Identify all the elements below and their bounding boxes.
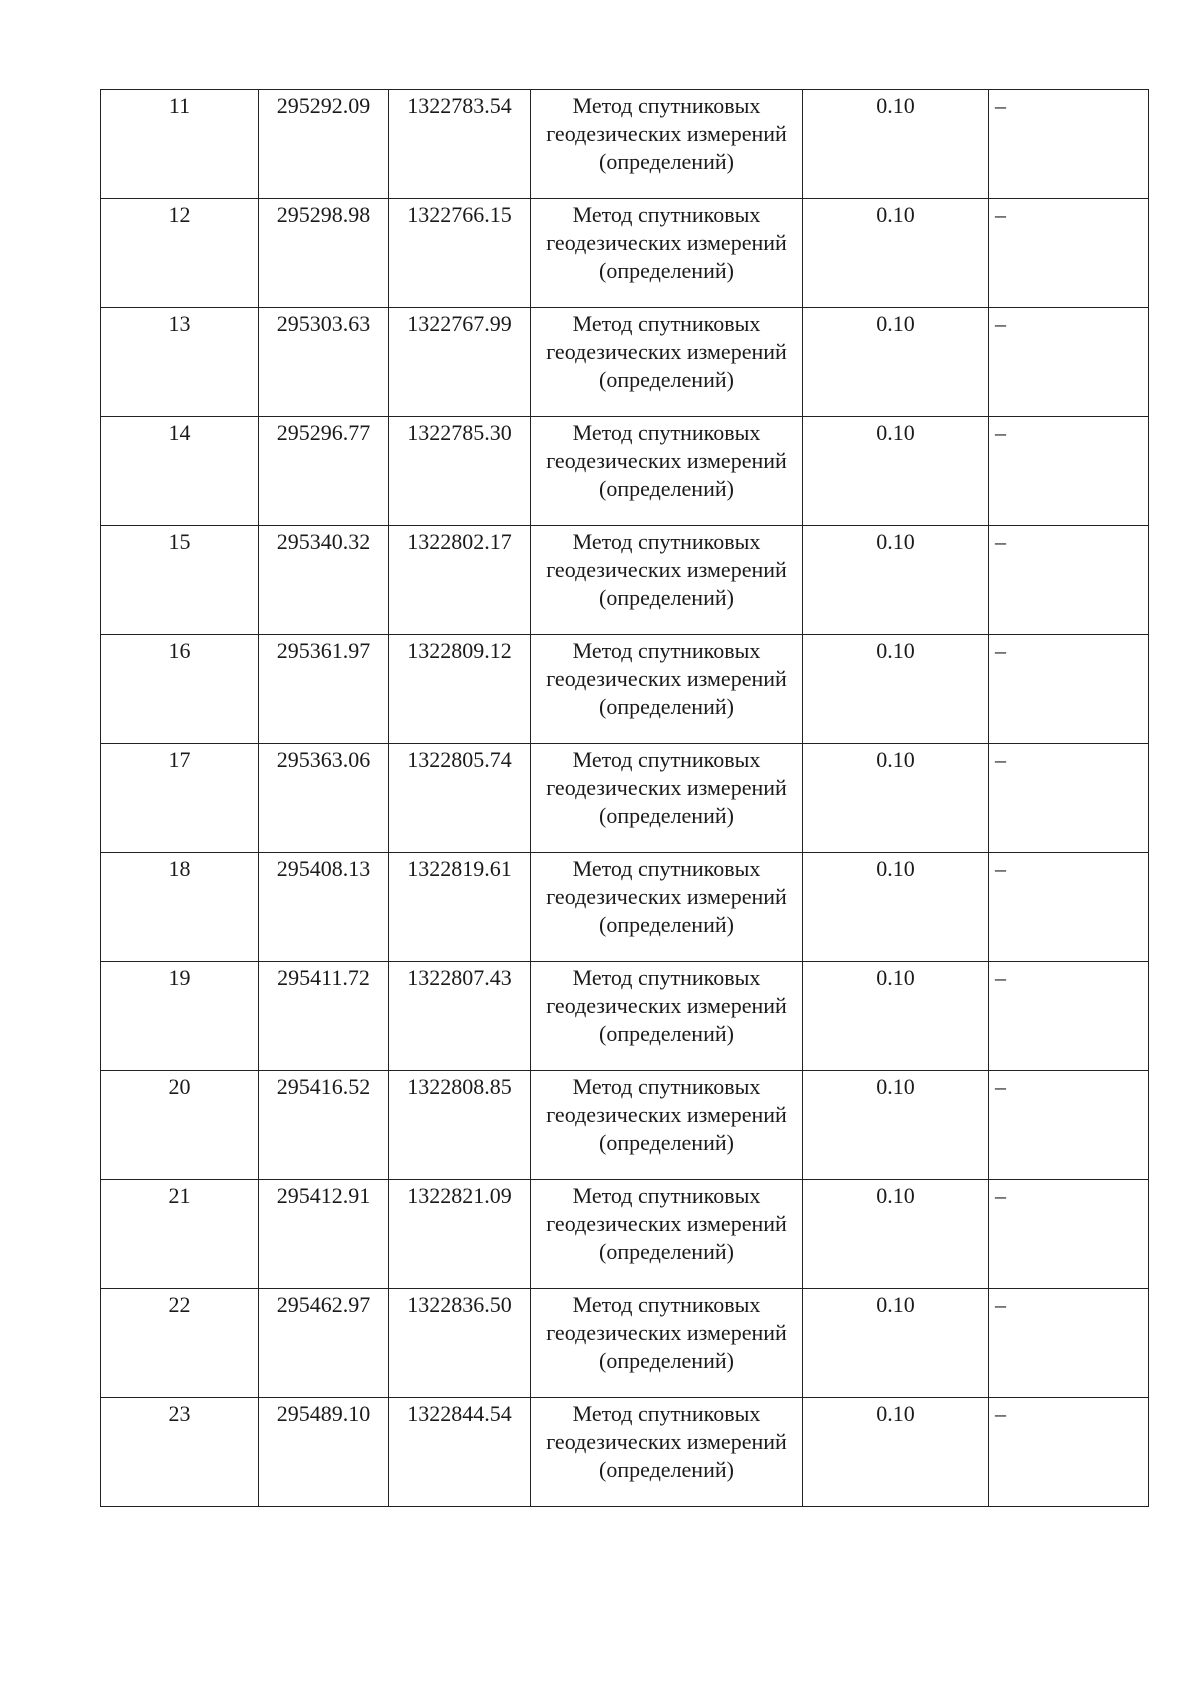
y-coordinate-cell: 1322844.54 [389, 1398, 531, 1507]
accuracy-cell: 0.10 [803, 1398, 989, 1507]
point-number-cell: 22 [101, 1289, 259, 1398]
table-row [101, 90, 1149, 199]
note-cell: – [989, 635, 1149, 744]
table-row [101, 417, 1149, 526]
note-cell: – [989, 417, 1149, 526]
x-coordinate-cell: 295340.32 [259, 526, 389, 635]
table-row [101, 1289, 1149, 1398]
y-coordinate-cell: 1322802.17 [389, 526, 531, 635]
point-number-cell: 20 [101, 1071, 259, 1180]
y-coordinate-cell: 1322783.54 [389, 90, 531, 199]
accuracy-cell: 0.10 [803, 1180, 989, 1289]
note-cell: – [989, 853, 1149, 962]
x-coordinate-cell: 295296.77 [259, 417, 389, 526]
table-row [101, 853, 1149, 962]
accuracy-cell: 0.10 [803, 526, 989, 635]
point-number-cell: 11 [101, 90, 259, 199]
accuracy-cell: 0.10 [803, 90, 989, 199]
note-cell: – [989, 1289, 1149, 1398]
accuracy-cell: 0.10 [803, 199, 989, 308]
method-cell: Метод спутниковых геодезических измерений (определений) [531, 962, 803, 1071]
y-coordinate-cell: 1322836.50 [389, 1289, 531, 1398]
y-coordinate-cell: 1322821.09 [389, 1180, 531, 1289]
table-row [101, 635, 1149, 744]
y-coordinate-cell: 1322805.74 [389, 744, 531, 853]
note-cell: – [989, 90, 1149, 199]
accuracy-cell: 0.10 [803, 744, 989, 853]
y-coordinate-cell: 1322785.30 [389, 417, 531, 526]
accuracy-cell: 0.10 [803, 962, 989, 1071]
accuracy-cell: 0.10 [803, 853, 989, 962]
x-coordinate-cell: 295411.72 [259, 962, 389, 1071]
y-coordinate-cell: 1322767.99 [389, 308, 531, 417]
x-coordinate-cell: 295462.97 [259, 1289, 389, 1398]
y-coordinate-cell: 1322819.61 [389, 853, 531, 962]
x-coordinate-cell: 295303.63 [259, 308, 389, 417]
method-cell: Метод спутниковых геодезических измерений (определений) [531, 1180, 803, 1289]
x-coordinate-cell: 295361.97 [259, 635, 389, 744]
point-number-cell: 15 [101, 526, 259, 635]
point-number-cell: 19 [101, 962, 259, 1071]
table-row [101, 1398, 1149, 1507]
x-coordinate-cell: 295298.98 [259, 199, 389, 308]
method-cell: Метод спутниковых геодезических измерений (определений) [531, 308, 803, 417]
table-row [101, 744, 1149, 853]
y-coordinate-cell: 1322766.15 [389, 199, 531, 308]
coordinates-table-body [101, 90, 1149, 1507]
x-coordinate-cell: 295416.52 [259, 1071, 389, 1180]
point-number-cell: 23 [101, 1398, 259, 1507]
note-cell: – [989, 526, 1149, 635]
table-row [101, 199, 1149, 308]
method-cell: Метод спутниковых геодезических измерений (определений) [531, 1289, 803, 1398]
accuracy-cell: 0.10 [803, 1071, 989, 1180]
note-cell: – [989, 1180, 1149, 1289]
point-number-cell: 18 [101, 853, 259, 962]
table-row [101, 1180, 1149, 1289]
table-row [101, 1071, 1149, 1180]
x-coordinate-cell: 295363.06 [259, 744, 389, 853]
y-coordinate-cell: 1322807.43 [389, 962, 531, 1071]
method-cell: Метод спутниковых геодезических измерений (определений) [531, 526, 803, 635]
table-row [101, 308, 1149, 417]
method-cell: Метод спутниковых геодезических измерений (определений) [531, 1071, 803, 1180]
x-coordinate-cell: 295408.13 [259, 853, 389, 962]
note-cell: – [989, 308, 1149, 417]
y-coordinate-cell: 1322808.85 [389, 1071, 531, 1180]
x-coordinate-cell: 295489.10 [259, 1398, 389, 1507]
method-cell: Метод спутниковых геодезических измерений (определений) [531, 1398, 803, 1507]
table-row [101, 526, 1149, 635]
note-cell: – [989, 1071, 1149, 1180]
method-cell: Метод спутниковых геодезических измерений (определений) [531, 417, 803, 526]
coordinates-table [100, 89, 1149, 1507]
method-cell: Метод спутниковых геодезических измерений (определений) [531, 635, 803, 744]
method-cell: Метод спутниковых геодезических измерений (определений) [531, 90, 803, 199]
y-coordinate-cell: 1322809.12 [389, 635, 531, 744]
note-cell: – [989, 744, 1149, 853]
x-coordinate-cell: 295412.91 [259, 1180, 389, 1289]
point-number-cell: 17 [101, 744, 259, 853]
accuracy-cell: 0.10 [803, 417, 989, 526]
table-row [101, 962, 1149, 1071]
point-number-cell: 21 [101, 1180, 259, 1289]
method-cell: Метод спутниковых геодезических измерений (определений) [531, 853, 803, 962]
accuracy-cell: 0.10 [803, 308, 989, 417]
point-number-cell: 13 [101, 308, 259, 417]
point-number-cell: 12 [101, 199, 259, 308]
point-number-cell: 14 [101, 417, 259, 526]
method-cell: Метод спутниковых геодезических измерений (определений) [531, 744, 803, 853]
note-cell: – [989, 962, 1149, 1071]
accuracy-cell: 0.10 [803, 635, 989, 744]
point-number-cell: 16 [101, 635, 259, 744]
note-cell: – [989, 199, 1149, 308]
method-cell: Метод спутниковых геодезических измерений (определений) [531, 199, 803, 308]
x-coordinate-cell: 295292.09 [259, 90, 389, 199]
accuracy-cell: 0.10 [803, 1289, 989, 1398]
note-cell: – [989, 1398, 1149, 1507]
